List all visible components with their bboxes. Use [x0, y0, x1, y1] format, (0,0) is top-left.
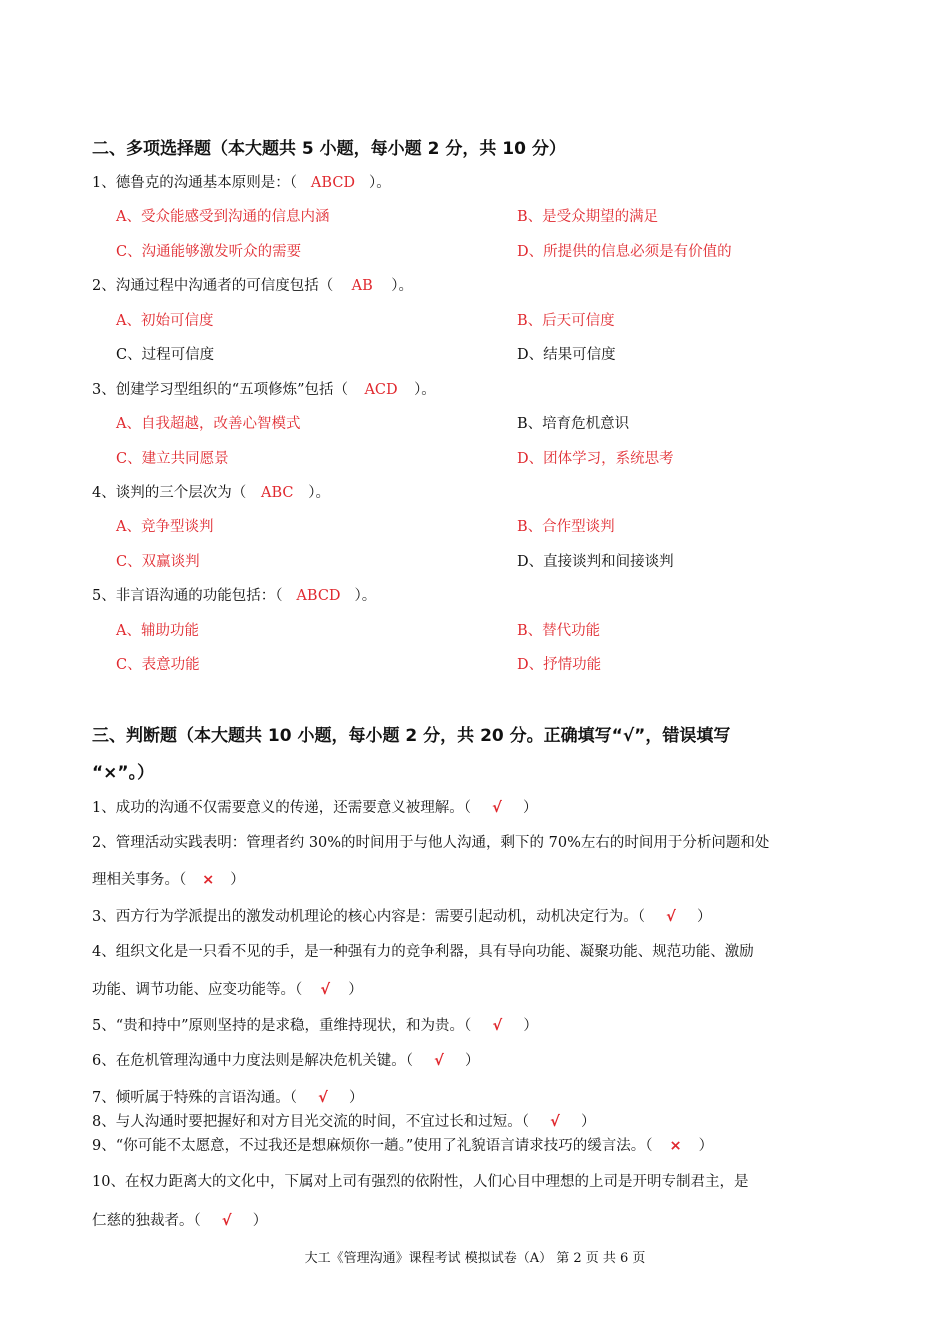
option-d: D、直接谈判和间接谈判 [517, 554, 674, 570]
question-text: 2、沟通过程中沟通者的可信度包括（ [92, 278, 334, 294]
page-footer: 大工《管理沟通》课程考试 模拟试卷（A） 第 2 页 共 6 页 [304, 1251, 646, 1266]
question-text: 理相关事务。（ [92, 872, 187, 888]
check-mark: √ [666, 909, 676, 925]
tf-question-7 [92, 1086, 363, 1107]
question-close: ） [464, 1053, 480, 1069]
answer-text: ACD [364, 382, 398, 398]
option-b: B、替代功能 [517, 623, 601, 639]
question-close: ） [698, 1138, 714, 1154]
option-b: B、是受众期望的满足 [517, 209, 659, 225]
question-text: 1、成功的沟通不仅需要意义的传递，还需要意义被理解。（ [92, 800, 471, 816]
question-close: ） [230, 872, 245, 888]
check-mark: √ [492, 1018, 503, 1034]
tf-question-5 [92, 1014, 538, 1035]
question-close: ） [580, 1114, 596, 1130]
section2-title: 二、多项选择题（本大题共 5 小题，每小题 2 分，共 10 分） [92, 139, 566, 159]
check-mark: √ [221, 1213, 232, 1229]
mc-question-5 [92, 584, 376, 605]
option-d: D、抒情功能 [517, 657, 602, 673]
tf-question-2: 2、管理活动实践表明：管理者约 30%的时间用于与他人沟通，剩下的 70%左右的时间用于分析问题和处 [92, 835, 770, 851]
check-mark: √ [320, 982, 331, 998]
question-text: 9、“你可能不太愿意，不过我还是想麻烦你一趟。”使用了礼貌语言请求技巧的缓言法。（ [92, 1138, 653, 1154]
question-close: ） [696, 909, 712, 925]
cross-mark: × [669, 1138, 682, 1154]
mc-question-1 [92, 171, 391, 192]
tf-question-1 [92, 796, 537, 817]
option-a: A、竞争型谈判 [116, 519, 214, 535]
mc-question-3 [92, 378, 436, 399]
question-close: ）。 [414, 382, 436, 398]
option-b: B、培育危机意识 [517, 416, 630, 432]
tf-question-2-cont [92, 868, 245, 889]
tf-question-9 [92, 1134, 713, 1155]
tf-question-4: 4、组织文化是一只看不见的手，是一种强有力的竞争利器，具有导向功能、凝聚功能、规范功能、激励 [92, 944, 754, 960]
question-close: ） [523, 1018, 538, 1034]
question-close: ） [348, 982, 363, 998]
tf-question-4-cont [92, 978, 363, 999]
option-c: C、建立共同愿景 [116, 451, 229, 467]
option-c: C、沟通能够激发听众的需要 [116, 244, 302, 260]
section3-title-cont: “×”。） [92, 763, 155, 783]
question-text: 3、西方行为学派提出的激发动机理论的核心内容是：需要引起动机，动机决定行为。（ [92, 909, 645, 925]
question-close: ）。 [391, 278, 413, 294]
question-text: 6、在危机管理沟通中力度法则是解决危机关键。（ [92, 1053, 413, 1069]
option-d: D、结果可信度 [517, 347, 616, 363]
question-close: ）。 [308, 485, 330, 501]
question-close: ）。 [354, 588, 377, 604]
answer-text: ABCD [310, 175, 356, 191]
section3-title: 三、判断题（本大题共 10 小题，每小题 2 分，共 20 分。正确填写“√”，错误填写 [92, 726, 731, 746]
check-mark: √ [550, 1114, 560, 1130]
check-mark: √ [318, 1090, 328, 1106]
question-text: 7、倾听属于特殊的言语沟通。（ [92, 1090, 297, 1106]
question-text: 8、与人沟通时要把握好和对方目光交流的时间，不宜过长和过短。（ [92, 1114, 529, 1130]
option-c: C、过程可信度 [116, 347, 215, 363]
question-text: 仁慈的独裁者。（ [92, 1213, 201, 1229]
cross-mark: × [202, 872, 215, 888]
option-d: D、团体学习，系统思考 [517, 451, 674, 467]
question-close: ） [348, 1090, 364, 1106]
check-mark: √ [492, 800, 502, 816]
option-c: C、双赢谈判 [116, 554, 200, 570]
tf-question-10: 10、在权力距离大的文化中，下属对上司有强烈的依附性，人们心目中理想的上司是开明专制君主，是 [92, 1174, 749, 1190]
tf-question-3 [92, 905, 711, 926]
option-a: A、受众能感受到沟通的信息内涵 [116, 209, 330, 225]
answer-text: ABCD [296, 588, 341, 604]
tf-question-10-cont [92, 1209, 267, 1230]
question-close: ） [252, 1213, 268, 1229]
option-d: D、所提供的信息必须是有价值的 [517, 244, 732, 260]
option-b: B、合作型谈判 [517, 519, 615, 535]
answer-text: AB [351, 278, 373, 294]
option-a: A、辅助功能 [116, 623, 199, 639]
tf-question-8 [92, 1110, 595, 1131]
question-text: 5、非言语沟通的功能包括：（ [92, 588, 283, 604]
option-c: C、表意功能 [116, 657, 200, 673]
tf-question-6 [92, 1049, 479, 1070]
question-close: ） [522, 800, 538, 816]
option-b: B、后天可信度 [517, 313, 615, 329]
question-text: 功能、调节功能、应变功能等。（ [92, 982, 303, 998]
question-text: 3、创建学习型组织的“五项修炼”包括（ [92, 382, 349, 398]
check-mark: √ [434, 1053, 444, 1069]
mc-question-2 [92, 274, 413, 295]
option-a: A、初始可信度 [116, 313, 214, 329]
question-close: ）。 [368, 175, 391, 191]
mc-question-4 [92, 481, 330, 502]
option-a: A、自我超越，改善心智模式 [116, 416, 301, 432]
question-text: 1、德鲁克的沟通基本原则是：（ [92, 175, 297, 191]
answer-text: ABC [260, 485, 294, 501]
question-text: 4、谈判的三个层次为（ [92, 485, 247, 501]
question-text: 5、“贵和持中”原则坚持的是求稳，重维持现状，和为贵。（ [92, 1018, 472, 1034]
